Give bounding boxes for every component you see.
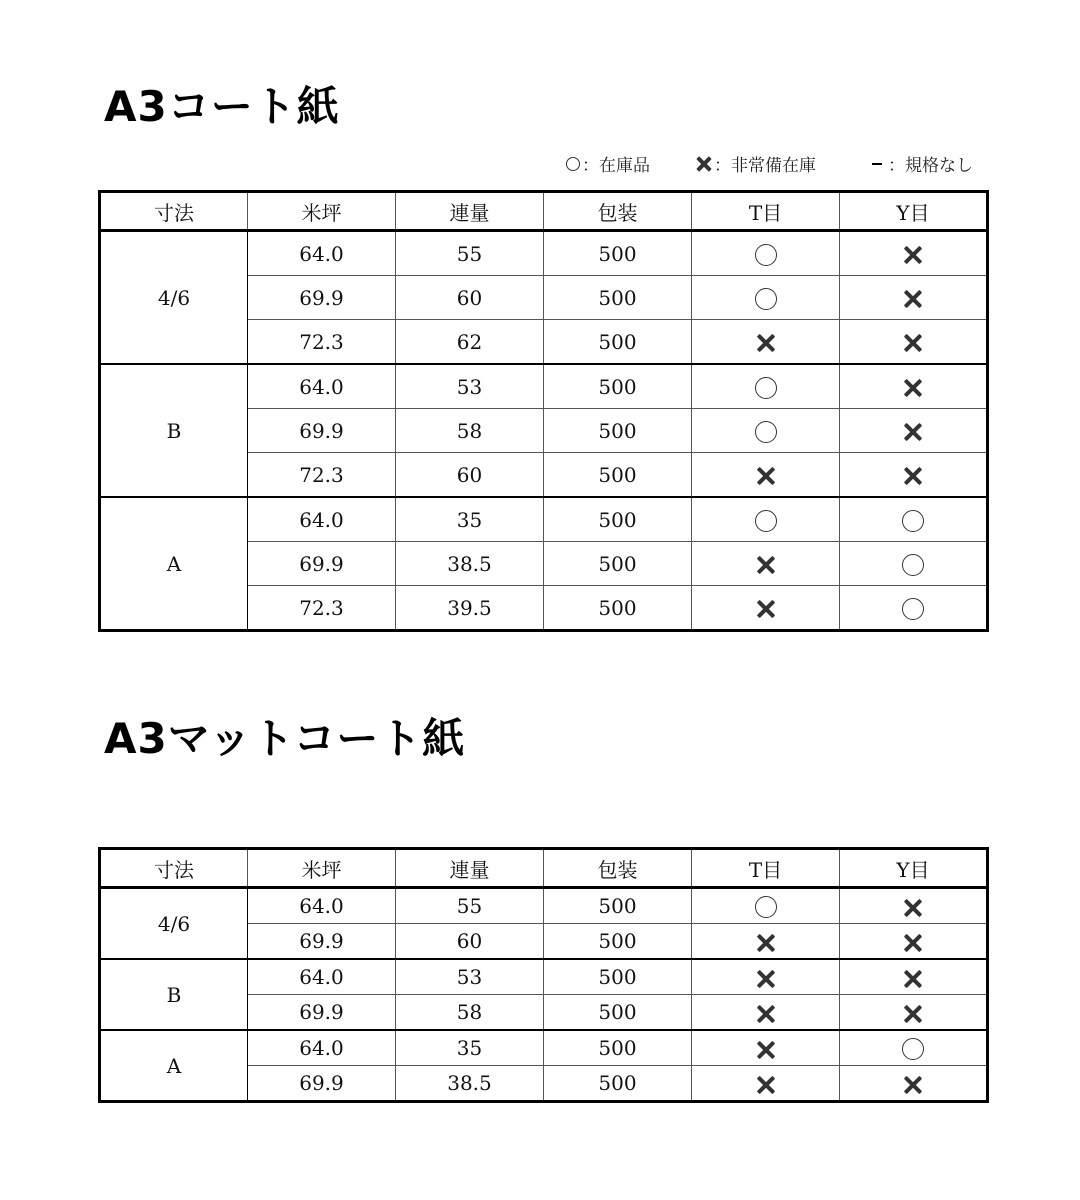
packaging-cell: 500	[544, 586, 692, 631]
packaging-cell: 500	[544, 409, 692, 453]
legend-in-stock-label: ：在庫品	[582, 156, 650, 176]
t-grain-cell	[692, 542, 840, 586]
y-grain-cell	[840, 497, 988, 542]
ream-weight-cell: 62	[396, 320, 544, 365]
table-row	[100, 364, 988, 409]
y-grain-cell	[840, 1066, 988, 1102]
basis-weight-cell: 69.9	[248, 1066, 396, 1102]
circle-icon	[566, 157, 580, 171]
header-t-grain: T目	[692, 192, 840, 231]
t-grain-cell	[692, 995, 840, 1031]
cross-icon	[903, 1004, 923, 1024]
t-grain-cell	[692, 409, 840, 453]
header-size: 寸法	[100, 192, 248, 231]
ream-weight-cell: 60	[396, 924, 544, 960]
packaging-cell: 500	[544, 995, 692, 1031]
table-row	[100, 1030, 988, 1066]
packaging-cell: 500	[544, 1030, 692, 1066]
y-grain-cell	[840, 320, 988, 365]
cross-icon	[756, 466, 776, 486]
circle-icon	[902, 554, 924, 576]
basis-weight-cell: 72.3	[248, 586, 396, 631]
cross-icon	[903, 378, 923, 398]
cross-icon	[756, 1040, 776, 1060]
legend-no-spec	[868, 151, 973, 176]
packaging-cell: 500	[544, 924, 692, 960]
header-packaging: 包装	[544, 849, 692, 888]
size-cell: 4/6	[100, 231, 248, 365]
t-grain-cell	[692, 888, 840, 924]
size-cell: 4/6	[100, 888, 248, 960]
t-grain-cell	[692, 276, 840, 320]
y-grain-cell	[840, 586, 988, 631]
packaging-cell: 500	[544, 888, 692, 924]
stock-legend	[560, 151, 990, 177]
t-grain-cell	[692, 497, 840, 542]
basis-weight-cell: 64.0	[248, 231, 396, 276]
cross-icon	[903, 898, 923, 918]
header-size: 寸法	[100, 849, 248, 888]
basis-weight-cell: 64.0	[248, 497, 396, 542]
t-grain-cell	[692, 924, 840, 960]
circle-icon	[755, 244, 777, 266]
packaging-cell: 500	[544, 276, 692, 320]
packaging-cell: 500	[544, 497, 692, 542]
circle-icon	[755, 377, 777, 399]
y-grain-cell	[840, 276, 988, 320]
table-row	[100, 231, 988, 276]
matte-coated-paper-spec-table	[98, 847, 989, 1103]
header-ream-weight: 連量	[396, 192, 544, 231]
size-cell: B	[100, 959, 248, 1030]
table-row	[100, 497, 988, 542]
cross-icon	[756, 1004, 776, 1024]
ream-weight-cell: 35	[396, 497, 544, 542]
table-header-row	[100, 849, 988, 888]
table-body	[100, 888, 988, 1102]
circle-icon	[755, 288, 777, 310]
packaging-cell: 500	[544, 542, 692, 586]
basis-weight-cell: 64.0	[248, 1030, 396, 1066]
ream-weight-cell: 55	[396, 888, 544, 924]
circle-icon	[902, 510, 924, 532]
cross-icon	[756, 933, 776, 953]
header-ream-weight: 連量	[396, 849, 544, 888]
coated-paper-spec-table	[98, 190, 989, 632]
packaging-cell: 500	[544, 320, 692, 365]
t-grain-cell	[692, 1030, 840, 1066]
ream-weight-cell: 60	[396, 276, 544, 320]
ream-weight-cell: 55	[396, 231, 544, 276]
size-cell: A	[100, 497, 248, 631]
basis-weight-cell: 64.0	[248, 959, 396, 995]
t-grain-cell	[692, 231, 840, 276]
table-row	[100, 888, 988, 924]
cross-icon	[756, 555, 776, 575]
basis-weight-cell: 69.9	[248, 542, 396, 586]
circle-icon	[902, 598, 924, 620]
packaging-cell: 500	[544, 453, 692, 498]
cross-icon	[903, 466, 923, 486]
basis-weight-cell: 72.3	[248, 320, 396, 365]
cross-icon	[756, 1075, 776, 1095]
packaging-cell: 500	[544, 1066, 692, 1102]
size-cell: A	[100, 1030, 248, 1102]
packaging-cell: 500	[544, 364, 692, 409]
ream-weight-cell: 38.5	[396, 1066, 544, 1102]
basis-weight-cell: 72.3	[248, 453, 396, 498]
y-grain-cell	[840, 888, 988, 924]
ream-weight-cell: 60	[396, 453, 544, 498]
t-grain-cell	[692, 959, 840, 995]
section-title-coated-paper: A3コート紙	[104, 82, 340, 131]
packaging-cell: 500	[544, 231, 692, 276]
legend-non-regular-stock-label: ：非常備在庫	[714, 156, 816, 176]
cross-icon	[903, 333, 923, 353]
ream-weight-cell: 53	[396, 364, 544, 409]
t-grain-cell	[692, 364, 840, 409]
y-grain-cell	[840, 1030, 988, 1066]
t-grain-cell	[692, 586, 840, 631]
t-grain-cell	[692, 453, 840, 498]
circle-icon	[755, 510, 777, 532]
header-basis-weight: 米坪	[248, 849, 396, 888]
y-grain-cell	[840, 409, 988, 453]
basis-weight-cell: 69.9	[248, 276, 396, 320]
basis-weight-cell: 69.9	[248, 995, 396, 1031]
cross-icon	[903, 1075, 923, 1095]
t-grain-cell	[692, 320, 840, 365]
ream-weight-cell: 53	[396, 959, 544, 995]
circle-icon	[902, 1038, 924, 1060]
cross-icon	[756, 599, 776, 619]
section-title-matte-coated-paper: A3マットコート紙	[104, 714, 466, 763]
header-basis-weight: 米坪	[248, 192, 396, 231]
basis-weight-cell: 64.0	[248, 364, 396, 409]
ream-weight-cell: 39.5	[396, 586, 544, 631]
table-row	[100, 959, 988, 995]
table-header-row	[100, 192, 988, 231]
cross-icon	[756, 333, 776, 353]
legend-no-spec-label: ：規格なし	[888, 156, 973, 176]
basis-weight-cell: 69.9	[248, 409, 396, 453]
dash-icon	[868, 163, 886, 165]
cross-icon	[903, 969, 923, 989]
cross-icon	[756, 969, 776, 989]
basis-weight-cell: 64.0	[248, 888, 396, 924]
circle-icon	[755, 896, 777, 918]
y-grain-cell	[840, 453, 988, 498]
cross-icon	[903, 245, 923, 265]
size-cell: B	[100, 364, 248, 497]
y-grain-cell	[840, 231, 988, 276]
basis-weight-cell: 69.9	[248, 924, 396, 960]
packaging-cell: 500	[544, 959, 692, 995]
cross-icon	[696, 156, 712, 172]
y-grain-cell	[840, 924, 988, 960]
legend-in-stock	[566, 151, 650, 176]
y-grain-cell	[840, 542, 988, 586]
legend-non-regular-stock	[696, 151, 816, 176]
ream-weight-cell: 38.5	[396, 542, 544, 586]
circle-icon	[755, 421, 777, 443]
y-grain-cell	[840, 995, 988, 1031]
header-t-grain: T目	[692, 849, 840, 888]
ream-weight-cell: 58	[396, 995, 544, 1031]
table-body	[100, 231, 988, 631]
y-grain-cell	[840, 959, 988, 995]
y-grain-cell	[840, 364, 988, 409]
header-y-grain: Y目	[840, 192, 988, 231]
header-y-grain: Y目	[840, 849, 988, 888]
header-packaging: 包装	[544, 192, 692, 231]
cross-icon	[903, 289, 923, 309]
cross-icon	[903, 422, 923, 442]
ream-weight-cell: 58	[396, 409, 544, 453]
cross-icon	[903, 933, 923, 953]
t-grain-cell	[692, 1066, 840, 1102]
ream-weight-cell: 35	[396, 1030, 544, 1066]
